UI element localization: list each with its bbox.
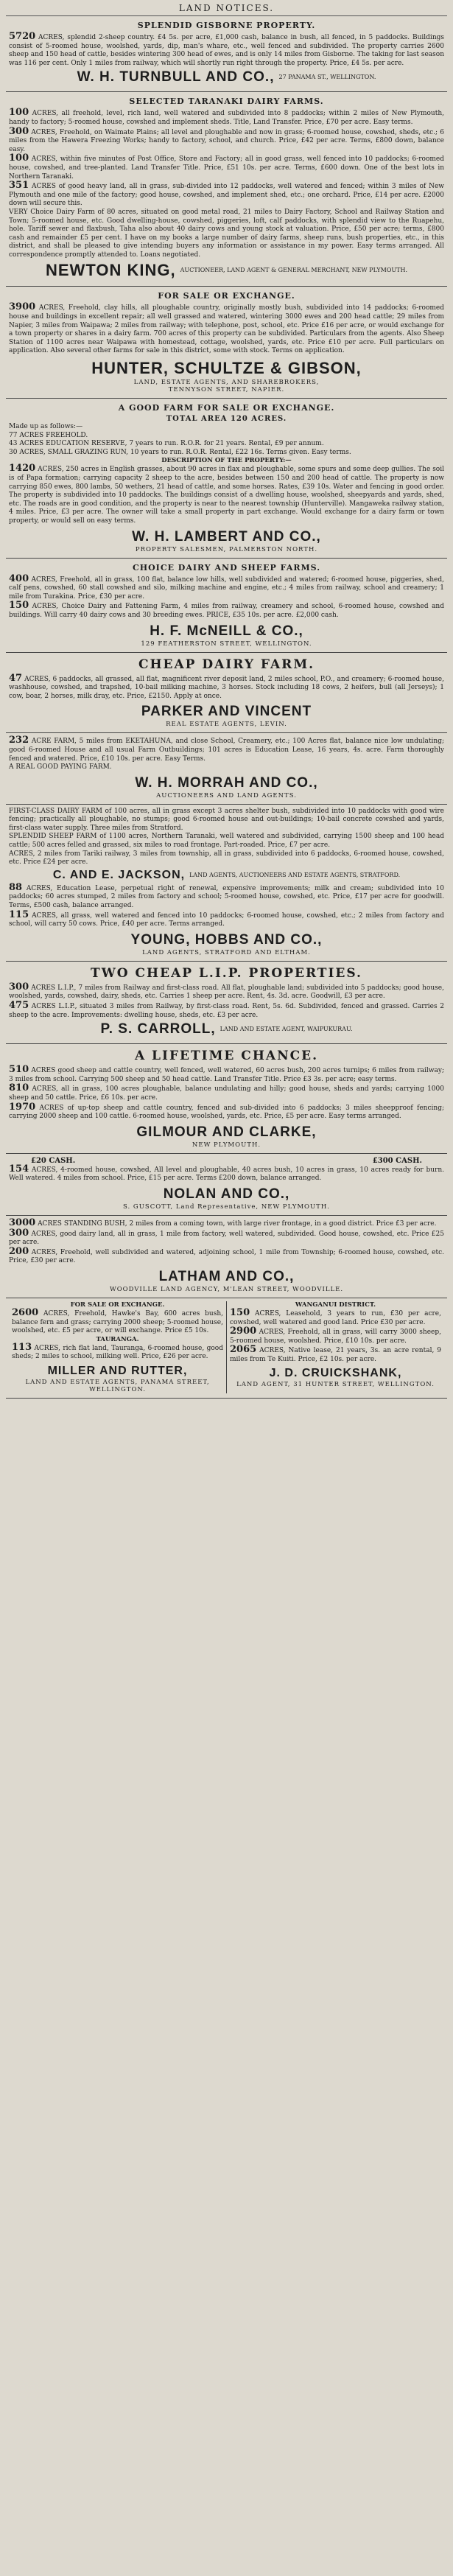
ad-body	[9, 736, 444, 763]
firm-block	[9, 259, 444, 281]
listing-text: ACRES, Education Lease, perpetual right of renewal, expensive improvements; milk and cream; subdivided into 10 paddocks; 60 acres stumped, 2 miles from factory and school; 5-roomed house, cowshed, etc. Price, £17 per acre for goodwill. Terms, £500 cash, balance arranged.	[9, 884, 444, 910]
cash-header	[9, 1157, 444, 1165]
acreage: 810	[9, 1082, 29, 1094]
cash-left: £20 CASH.	[31, 1156, 76, 1165]
listing-text: ACRES, all freehold, level, rich land, well watered and subdivided into 8 paddocks; within 2 miles of New Plymouth, handy to factory; 5-roomed house, cowshed and implement sheds. Title, Land Transfer. Price, £70 per acre. Easy terms.	[9, 110, 444, 126]
listing-text: ACRES, all grass, well watered and fenced into 10 paddocks; 6-roomed house, cowshed, etc.; 2 miles from factory and school, will carry 50 cows. Price, £40 per acre. Terms arranged.	[9, 911, 444, 928]
listing	[230, 1306, 441, 1327]
firm-block	[9, 867, 444, 883]
ad-body	[9, 303, 444, 356]
listing-text: ACRES, Choice Dairy and Fattening Farm, 4 miles from railway, creamery and school, 6-roomed house, cowshed and buildings. Will carry 40 dairy cows and 30 breeding ewes. PRICE, £35 10s. per acre. £2,000 cash.	[9, 603, 444, 619]
listing	[9, 575, 444, 602]
ad-title: A LIFETIME CHANCE.	[134, 1049, 319, 1064]
acreage: 150	[9, 600, 29, 612]
ad-body	[9, 464, 444, 525]
listing	[9, 108, 444, 127]
listing-text: ACRES, Freehold, all in grass, 100 flat, balance low hills, well subdivided and watered; 6-roomed house, piggeries, shed, calf pens, cowshed, 60 stall cowshed and silo, milking machine and engine, etc.; 4 miles from railway, school and creamery; 1 mile from Turakina. Price, £30 per acre.	[9, 575, 444, 601]
ad-lip-properties	[6, 962, 447, 1044]
firm-address: WOODVILLE LAND AGENCY, M'LEAN STREET, WOODVILLE.	[109, 1285, 344, 1293]
listing	[9, 601, 444, 620]
ad-text: ACRES, 4-roomed house, cowshed, All level and ploughable, 40 acres bush, 10 acres in grass, 10 acres ready for burn. Well watered. 4 miles from school. Price, £15 per acre. Terms £200 down, balance arranged.	[9, 1166, 444, 1183]
firm-address: PROPERTY SALESMEN, PALMERSTON NORTH.	[135, 545, 318, 553]
listing	[230, 1345, 441, 1364]
listing-text: ACRES, Leasehold, 3 years to run, £30 per acre, cowshed, well watered and good land. Price £30 per acre.	[230, 1309, 441, 1326]
acreage: 510	[9, 1064, 29, 1076]
listing: FIRST-CLASS DAIRY FARM of 100 acres, all in grass except 3 acres shelter bush, subdivided into 10 paddocks with good wire fencing; practically all ploughable, no stumps; good 6-roomed house and out-buildings; 10-bail concrete cowshed and yards, first-class water supply. Three miles from Stratford.	[9, 807, 444, 832]
ad-title: TWO CHEAP L.I.P. PROPERTIES.	[91, 965, 362, 981]
firm-name: W. H. MORRAH AND CO.,	[135, 774, 318, 791]
listing: SPLENDID SHEEP FARM of 1100 acres, Northern Taranaki, well watered and subdivided, carrying 1500 sheep and 100 head cattle; 500 acres felled and grassed, six miles to road frontage. Part-roaded. Price, £7 per acre.	[9, 833, 444, 850]
listing	[9, 1247, 444, 1266]
listing-text: ACRES good sheep and cattle country, well fenced, well watered, 60 acres bush, 200 acres turnips; 6 miles from railway; 3 miles from school. Carrying 500 sheep and 50 head cattle. Land Transfer Title. Price £3 3s. per acre; easy terms.	[9, 1067, 444, 1083]
firm-name: NEWTON KING,	[46, 261, 176, 280]
firm-name: NOLAN AND CO.,	[163, 1186, 290, 1202]
acreage: 2600	[12, 1306, 39, 1318]
acreage: 475	[9, 1000, 29, 1011]
firm-block	[9, 1020, 444, 1039]
firm-address-secondary: LAND AGENTS, STRATFORD AND ELTHAM.	[142, 948, 311, 956]
detail-line: 77 ACRES FREEHOLD.	[9, 431, 88, 439]
acreage: 300	[9, 1227, 29, 1239]
firm-name-secondary: YOUNG, HOBBS AND CO.,	[130, 931, 323, 948]
firm-name: H. F. McNEILL & CO.,	[150, 623, 303, 639]
listing-text: ACRES, Freehold, Hawke's Bay, 600 acres bush, balance fern and grass; carrying 2000 sheep; 5-roomed house, woolshed, etc. £5 per acre, or will exchange. Price £5 10s.	[12, 1309, 223, 1335]
ad-lifetime-chance	[6, 1044, 447, 1154]
listing-text: ACRES, Freehold, all in grass, will carry 3000 sheep, 5-roomed house, woolshed. Price, £10 10s. per acre.	[230, 1329, 441, 1345]
ad-text: ACRES, splendid 2-sheep country. £4 5s. per acre, £1,000 cash, balance in bush, all fenced, in 5 paddocks. Buildings consist of 5-roomed house, woolshed, yards, dip, man's whare, etc., well fenced and subdivided. The property carries 2600 sheep and 150 head of cattle, besides wintering 300 head of ewes, and is only 14 miles from Gisborne. The taking for last season was 116 per cent. Only 1 miles from railway, which will shortly run right through the property. Price, £4 5s. per acre.	[9, 34, 444, 67]
listing-text: ACRES L.I.P., situated 3 miles from Railway, by first-class road. Rent, 5s. 6d. Subdivided, fenced and grassed. Carries 2 sheep to the acre. Improvements: dwelling house, sheds, etc. £3 per acre.	[9, 1003, 444, 1019]
ad-body	[9, 32, 444, 68]
ad-title: A GOOD FARM FOR SALE OR EXCHANGE.	[118, 403, 335, 413]
ad-text: ACRES, 6 paddocks, all grassed, all flat, magnificent river deposit land, 2 miles school, P.O., and creamery; 6-roomed house, washhouse, cowshed, and trapshed, 10-bail milking machine, 3 horses. Stock including 18 cows, 2 heifers, bull (all Jerseys); 1 cow, boar, 2 horses, milk dray, etc. Price, £2150. Apply at once.	[9, 675, 444, 700]
firm-name: P. S. CARROLL,	[100, 1021, 216, 1037]
listing-text: ACRES, Freehold, on Waimate Plains; all level and ploughable and now in grass; 6-roomed house, cowshed, sheds, etc.; 6 miles from the Hawera Freezing Works; handy to factory, school, and church. Price, £42 per acre. Terms, £800 down, balance easy.	[9, 128, 444, 153]
firm-name: W. H. TURNBULL AND CO.,	[77, 69, 275, 85]
listing-text: ACRES of good heavy land, all in grass, sub-divided into 12 paddocks, well watered and fenced; within 3 miles of New Plymouth and one mile of the factory; good house, cowshed, and implement shed, etc.; one orchard. Price, £14 per acre. £2000 down will secure this.	[9, 183, 444, 208]
closing-text: VERY Choice Dairy Farm of 80 acres, situated on good metal road, 21 miles to Dairy Factory, School and Railway Station and Town; 5-roomed house, etc. Good dwelling-house, cowshed, piggeries, loft, calf paddocks, with splendid view to the Ruapehu, hole. Tariff sewer and flaxbush, Taha also about 40 dairy cows and young stock at valuation. Price, £50 per acre; terms, £800 cash and remainder £5 per cent. I have on my books a large number of dairy farms, sheep runs, bush properties, etc., in this district, and shall be pleased to give intending buyers any information or assistance in my power. Easy terms arranged. All correspondence promptly attended to. Loans negotiated.	[9, 208, 444, 259]
firm-subtitle: LAND, ESTATE AGENTS, AND SHAREBROKERS,	[133, 379, 320, 387]
acreage: 2065	[230, 1344, 257, 1356]
ad-gisborne-property	[6, 16, 447, 92]
listing-text: ACRES, good dairy land, all in grass, 1 mile from factory, well watered, subdivided. Good house, cowshed, etc. Price £25 per acre.	[9, 1230, 444, 1247]
listing	[9, 181, 444, 209]
listing	[9, 883, 444, 911]
ad-body	[9, 674, 444, 701]
acreage: 300	[9, 981, 29, 993]
page-header: LAND NOTICES.	[6, 0, 447, 16]
listing-text: ACRES, within five minutes of Post Office, Store and Factory; all in good grass, well fenced into 10 paddocks; 6-roomed house, cowshed, and tree-planted. Land Transfer Title. Price, £51 10s. per acre. Terms, £600 down. One of the best lots in Northern Taranaki.	[9, 155, 444, 181]
firm-address: TENNYSON STREET, NAPIER.	[168, 386, 285, 394]
listing	[9, 1001, 444, 1020]
acreage: 115	[9, 909, 29, 920]
firm-address: REAL ESTATE AGENTS, LEVIN.	[166, 721, 287, 729]
acreage: 351	[9, 180, 29, 192]
column-heading: FOR SALE OR EXCHANGE.	[70, 1301, 165, 1309]
firm-address: LAND AND ESTATE AGENT, WAIPUKURAU.	[220, 1026, 353, 1033]
firm-block	[9, 68, 444, 87]
acreage: 3000	[9, 1217, 36, 1228]
listing	[9, 154, 444, 181]
acreage: 88	[9, 881, 23, 893]
firm-name: C. AND E. JACKSON,	[52, 868, 186, 881]
acreage: 2900	[230, 1326, 257, 1337]
ad-eketahuna-farm	[6, 733, 447, 804]
acreage: 5720	[9, 31, 36, 42]
cash-right: £300 CASH.	[372, 1156, 422, 1165]
ad-subtitle: TOTAL AREA 120 ACRES.	[166, 415, 287, 424]
ad-woodville-land	[6, 1216, 447, 1298]
detail-line: 43 ACRES EDUCATION RESERVE, 7 years to run. R.O.R. for 21 years. Rental, £9 per annum.	[9, 440, 324, 448]
ad-dairy-sheep-farms	[6, 559, 447, 653]
listing-text: ACRES, all in grass, 100 acres ploughable, balance undulating and hilly; good house, sheds and yards; carrying 1000 sheep and 50 cattle. Price, £6 10s. per acre.	[9, 1085, 444, 1102]
ad-title: SELECTED TARANAKI DAIRY FARMS.	[129, 97, 324, 107]
ad-text: ACRES, 250 acres in English grasses, about 90 acres in flax and ploughable, some spurs and some deep gullies. The soil is of Papa formation; carrying capacity 2 sheep to the acre, besides between 150 and 200 head of cattle. The property is now carrying 850 ewes, 800 lambs, 50 wethers, 21 head of cattle, and some horses. Rates, £39 10s. Water and fencing in good order. The property is subdivided into 10 paddocks. The buildings consist of a dwelling house, woolshed, sheepyards and yards, shed, etc. The roads are in good condition, and the property is near to the nearest township (Hunterville). Mangaweka railway station, 4 miles. Price, £3 per acre. The owner will take a small property in part exchange. Would exchange for a dairy farm or town property, or would sell on easy terms.	[9, 466, 444, 525]
listing-text: ACRES STANDING BUSH, 2 miles from a coming town, with large river frontage, in a good district. Price £3 per acre.	[38, 1219, 437, 1228]
firm-address: 27 PANAMA ST., WELLINGTON.	[278, 74, 376, 81]
right-column	[226, 1301, 444, 1393]
firm-address: AUCTIONEERS AND LAND AGENTS.	[156, 791, 297, 799]
ad-sale-or-exchange	[6, 287, 447, 399]
newspaper-page	[6, 0, 447, 1399]
detail-line: 30 ACRES, SMALL GRAZING RUN, 10 years to run. R.O.R. Rental, £22 16s. Terms given. Easy terms.	[9, 448, 351, 456]
acreage: 3900	[9, 301, 36, 313]
ad-split-columns	[6, 1298, 447, 1399]
listing	[9, 1065, 444, 1084]
ad-title: FOR SALE OR EXCHANGE.	[158, 291, 295, 301]
firm-name: MILLER AND RUTTER,	[47, 1364, 188, 1377]
firm-address: LAND AGENTS, AUCTIONEERS AND ESTATE AGENTS, STRATFORD.	[189, 871, 401, 878]
firm-address: AUCTIONEER, LAND AGENT & GENERAL MERCHANT, NEW PLYMOUTH.	[180, 267, 407, 274]
ad-taranaki-dairy-farms	[6, 92, 447, 287]
column-subheading: TAURANGA.	[96, 1335, 139, 1343]
listing	[9, 1084, 444, 1102]
ad-good-farm	[6, 399, 447, 559]
listing	[9, 983, 444, 1001]
firm-name: PARKER AND VINCENT	[141, 704, 312, 720]
firm-name: HUNTER, SCHULTZE & GIBSON,	[91, 359, 362, 378]
acreage: 154	[9, 1163, 29, 1175]
firm-address: 129 FEATHERSTON STREET, WELLINGTON.	[141, 640, 312, 648]
firm-address: S. GUSCOTT, Land Representative, NEW PLYMOUTH.	[123, 1203, 330, 1211]
listing	[9, 911, 444, 929]
firm-address: LAND AGENT, 31 HUNTER STREET, WELLINGTON.	[236, 1381, 435, 1389]
acreage: 113	[12, 1341, 32, 1353]
ad-cheap-dairy-farm	[6, 653, 447, 734]
ad-text: ACRE FARM, 5 miles from EKETAHUNA, and close School, Creamery, etc.; 100 Acres flat, balance nice low undulating; good 6-roomed House and all usual Farm Outbuildings; 101 acres is Education Lease, 16 years, 4s. acre. Farm thoroughly fenced and watered. Price, £10 10s. per acre. Easy Terms.	[9, 738, 444, 763]
acreage: 232	[9, 735, 29, 746]
listing-text: ACRES, rich flat land, Tauranga, 6-roomed house, good sheds; 2 miles to school, milking well. Price, £26 per acre.	[12, 1344, 223, 1361]
ad-body	[9, 1165, 444, 1183]
listing	[12, 1343, 223, 1362]
acreage: 47	[9, 672, 23, 684]
description-heading: DESCRIPTION OF THE PROPERTY:—	[161, 457, 292, 465]
firm-name: W. H. LAMBERT AND CO.,	[132, 528, 321, 545]
firm-address: NEW PLYMOUTH.	[192, 1141, 261, 1149]
firm-name: GILMOUR AND CLARKE,	[136, 1124, 317, 1140]
ad-title: CHOICE DAIRY AND SHEEP FARMS.	[132, 562, 321, 573]
acreage: 1970	[9, 1101, 36, 1113]
acreage: 1420	[9, 463, 36, 475]
listing	[12, 1306, 223, 1336]
listing	[230, 1327, 441, 1345]
detail-line: Made up as follows:—	[9, 423, 83, 431]
listing: ACRES, 2 miles from Tariki railway, 3 miles from township, all in grass, subdivided into 6 paddocks, 6-roomed house, cowshed, etc. Price £24 per acre.	[9, 850, 444, 867]
firm-name: LATHAM AND CO.,	[158, 1268, 295, 1284]
ad-stratford-farms	[6, 805, 447, 962]
ad-title: CHEAP DAIRY FARM.	[138, 657, 315, 672]
firm-name: J. D. CRUICKSHANK,	[269, 1367, 402, 1380]
listing	[9, 1219, 444, 1229]
listing	[9, 127, 444, 155]
acreage: 400	[9, 573, 29, 584]
listing	[9, 1229, 444, 1247]
listing-text: ACRES, Native lease, 21 years, 3s. an acre rental, 9 miles from Te Kuiti. Price, £2 10s. per acre.	[230, 1347, 441, 1363]
left-column	[9, 1301, 226, 1393]
listing-text: ACRES L.I.P., 7 miles from Railway and first-class road. All flat, ploughable land; subdivided into 5 paddocks; good house, woolshed, yards, cowshed, dairy, sheds, etc. Carries 1 sheep per acre. Rent, 4s. 3d. acre. Goodwill, £3 per acre.	[9, 984, 444, 1001]
acreage: 300	[9, 125, 29, 137]
listing-text: ACRES, Freehold, well subdivided and watered, adjoining school, 1 mile from Township; 6-roomed house, cowshed, etc. Price, £30 per acre.	[9, 1248, 444, 1265]
acreage: 100	[9, 107, 29, 119]
acreage: 200	[9, 1245, 29, 1257]
listing	[9, 1103, 444, 1121]
ad-text: ACRES, Freehold, clay hills, all ploughable country, originally mostly bush, subdivided into 14 paddocks; 6-roomed house and buildings in excellent repair; all well grassed and watered, wintering 3000 ewes and 200 head cattle; 29 miles from Napier, 3 miles from Waipawa; 2 miles from railway; with telephone, post, school, etc. Price £16 per acre, or would exchange for a town property or shares in a dairy farm. 700 acres of this property can be subdivided. Particulars from the agents. Also Sheep Station of 1100 acres near Waipawa with homestead, cottage, woolshed, yards, etc. Price £10 per acre. Full particulars on application. Also several other farms for sale in this district, some with stock. Terms on application.	[9, 304, 444, 355]
column-heading: WANGANUI DISTRICT.	[295, 1301, 376, 1309]
acreage: 100	[9, 153, 29, 164]
ad-cash-offers	[6, 1154, 447, 1216]
tagline: A REAL GOOD PAYING FARM.	[9, 763, 112, 771]
acreage: 150	[230, 1306, 250, 1318]
firm-address: LAND AND ESTATE AGENTS, PANAMA STREET, WELLINGTON.	[25, 1378, 210, 1393]
ad-title: SPLENDID GISBORNE PROPERTY.	[137, 21, 316, 30]
listing-text: ACRES of up-top sheep and cattle country, fenced and sub-divided into 6 paddocks; 3 miles sheepproof fencing; carrying 2000 sheep and 100 cattle. 6-roomed house, woolshed, yards, etc. Price, £5 per acre. Easy terms arranged.	[9, 1104, 444, 1121]
